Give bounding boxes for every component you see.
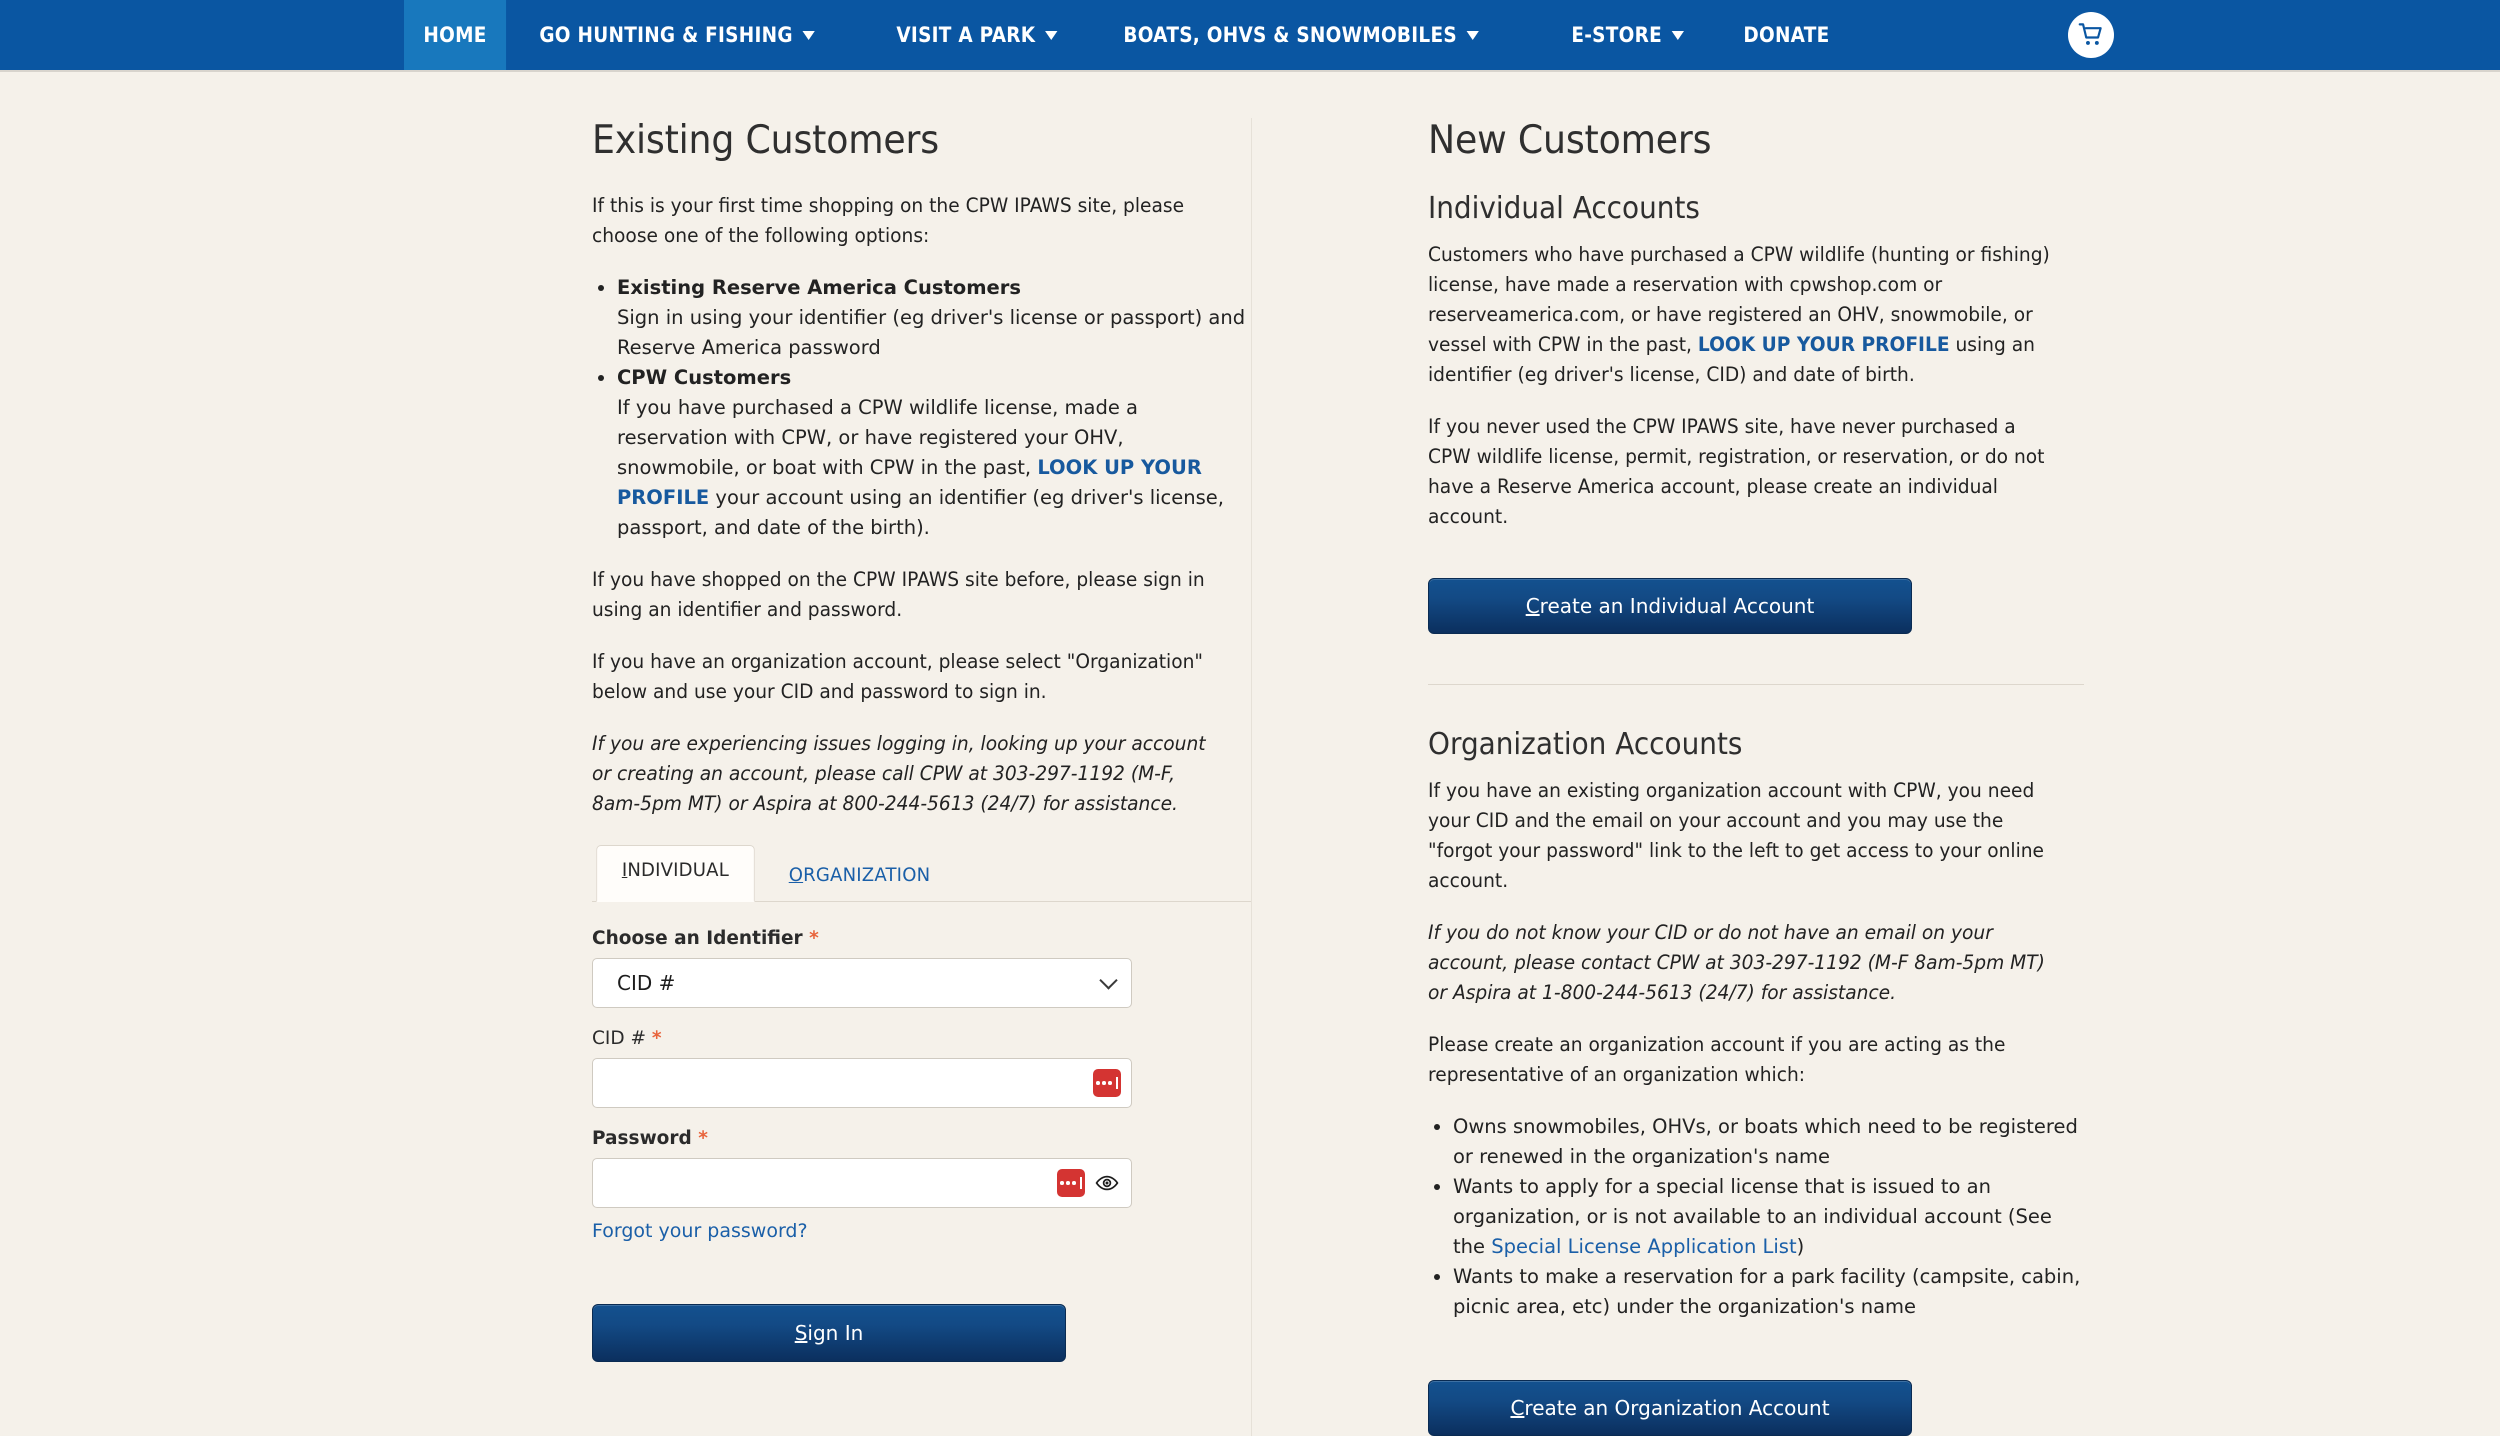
list-item [617,273,1251,363]
nav-item-go-hunting-fishing[interactable] [520,0,834,70]
eye-icon [1095,1171,1119,1195]
tab-individual[interactable] [596,845,754,902]
nav-item-boats-ohvs-snowmobiles-label: BOATS, OHVS & SNOWMOBILES [1123,23,1457,47]
existing-customers-column [592,118,1252,1436]
bullet-desc-after: your account using an identifier (eg driver's license, passport, and date of the birth). [617,486,1224,539]
password-input[interactable] [593,1159,1131,1207]
existing-support-paragraph: If you are experiencing issues logging in, looking up your account or creating an account, please call CPW at 303-297-1192 (M-F, 8am-5pm MT) or Aspira at 800-244-5613 (24/7) for assistance. [592,732,1206,815]
tab-individual-label: NDIVIDUAL [627,859,729,881]
new-customers-title: New Customers [1428,118,1712,163]
chevron-down-icon [1672,31,1684,40]
sign-in-label: ign In [807,1321,864,1345]
cid-label [592,1028,1030,1049]
create-individual-accesskey: C [1525,594,1540,618]
bullet-desc: Sign in using your identifier (eg driver's license or passport) and Reserve America password [617,306,1246,359]
signin-form [592,902,1030,1362]
list-item [617,363,1251,543]
special-license-application-list-link[interactable]: Special License Application List [1491,1235,1797,1258]
reveal-password-button[interactable] [1093,1169,1121,1197]
new-customers-column [1428,118,2088,1436]
password-field-group [592,1128,1030,1242]
cid-input[interactable] [593,1059,1131,1107]
cid-input-shell [592,1058,1132,1108]
individual-para1-before: Customers who have purchased a CPW wildlife (hunting or fishing) license, have made a reservation with cpwshop.com or reserveamerica.com, or have registered an OHV, snowmobile, or vessel with CPW in the past, [1428,243,2050,356]
password-manager-glyph [1096,1077,1118,1089]
bullet-lead: • Existing Reserve America Customers [617,276,1021,299]
spacer [1428,1344,2088,1380]
identifier-select-shell [592,958,1132,1008]
bullet-text-after: ) [1796,1235,1805,1258]
existing-shopped-paragraph: If you have shopped on the CPW IPAWS site before, please sign in using an identifier and password. [592,568,1205,621]
bullet-text: Owns snowmobiles, OHVs, or boats which need to be registered or renewed in the organization's name [1453,1115,2078,1168]
tab-organization-accesskey: O [788,864,803,886]
bullet-desc [617,393,1251,543]
forgot-password-link[interactable]: Forgot your password? [592,1220,808,1242]
sign-in-accesskey: S [794,1321,808,1345]
list-item [1453,1262,2088,1322]
password-manager-glyph [1060,1177,1082,1189]
password-label [592,1128,1030,1149]
shopping-cart-icon [2078,22,2104,48]
nav-item-donate-label: DONATE [1743,23,1830,47]
two-column-layout [592,118,2500,1436]
organization-accounts-paragraph-3: Please create an organization account if you are acting as the representative of an organization which: [1428,1033,2006,1086]
nav-menu [404,0,1866,70]
nav-left-spacer [0,0,404,70]
section-divider [1428,684,2084,685]
signin-tab-bar [592,845,1251,902]
tab-organization-label: RGANIZATION [802,864,931,886]
nav-item-visit-a-park[interactable] [877,0,1077,70]
cid-label-text: CID # [592,1028,647,1049]
existing-customers-title: Existing Customers [592,118,939,163]
password-manager-icon[interactable] [1093,1069,1121,1097]
existing-customers-bullet-list [592,273,1251,543]
organization-accounts-bullet-list [1428,1112,2088,1322]
spacer [1428,554,2088,578]
bullet-text-before: Wants to apply for a special license that is issued to an organization, or is not available to an individual account (See the [1453,1175,2052,1258]
top-navigation-bar [0,0,2500,72]
create-individual-account-button[interactable] [1428,578,1912,634]
chevron-down-icon [1466,31,1478,40]
organization-accounts-heading: Organization Accounts [1428,727,1743,762]
required-asterisk: * [698,1128,708,1149]
required-asterisk: * [809,928,819,949]
tab-organization[interactable] [764,851,955,901]
bullet-lead: • CPW Customers [617,366,792,389]
organization-accounts-paragraph-1: If you have an existing organization account with CPW, you need your CID and the email on your account and you may use the "forgot your password" link to the left to get access to your online account. [1428,779,2045,892]
identifier-label [592,928,1030,949]
individual-accounts-paragraph-1 [1428,240,2058,390]
organization-accounts-support-paragraph: If you do not know your CID or do not have an email on your account, please contact CPW at 303-297-1192 (M-F 8am-5pm MT) or Aspira at 1-800-244-5613 (24/7) for assistance. [1428,921,2045,1004]
existing-organization-paragraph: If you have an organization account, please select "Organization" below and use your CID and password to sign in. [592,650,1203,703]
tab-individual-accesskey: I [621,859,628,881]
list-item [1453,1172,2088,1262]
nav-item-e-store[interactable] [1552,0,1703,70]
required-asterisk: * [651,1028,662,1049]
nav-item-home[interactable] [404,0,506,70]
password-input-shell [592,1158,1132,1208]
identifier-label-text: Choose an Identifier [592,928,803,949]
nav-item-visit-a-park-label: VISIT A PARK [896,23,1036,47]
nav-item-boats-ohvs-snowmobiles[interactable] [1104,0,1498,70]
chevron-down-icon [1045,31,1057,40]
individual-accounts-heading: Individual Accounts [1428,191,1700,226]
page-body [0,72,2500,1436]
list-item [1453,1112,2088,1172]
create-organization-label: reate an Organization Account [1524,1396,1830,1420]
nav-item-go-hunting-fishing-label: GO HUNTING & FISHING [539,23,793,47]
chevron-down-icon [802,31,814,40]
identifier-field-group [592,928,1030,1008]
bullet-desc-before: If you have purchased a CPW wildlife license, made a reservation with CPW, or have registered your OHV, snowmobile, or boat with CPW in the past, [617,396,1138,479]
existing-customers-intro: If this is your first time shopping on the CPW IPAWS site, please choose one of the following options: [592,194,1185,247]
sign-in-button[interactable] [592,1304,1066,1362]
create-individual-label: reate an Individual Account [1539,594,1815,618]
nav-item-e-store-label: E-STORE [1571,23,1662,47]
cart-button[interactable] [2068,12,2114,58]
password-manager-icon[interactable] [1057,1169,1085,1197]
look-up-your-profile-link[interactable]: LOOK UP YOUR PROFILE [617,456,1202,509]
identifier-select[interactable] [593,959,1131,1007]
nav-item-home-label: HOME [423,23,487,47]
bullet-text: Wants to make a reservation for a park facility (campsite, cabin, picnic area, etc) under the organization's name [1453,1265,2081,1318]
create-organization-account-button[interactable] [1428,1380,1912,1436]
cid-field-group [592,1028,1030,1108]
create-organization-accesskey: C [1510,1396,1525,1420]
individual-para1-after: using an identifier (eg driver's license, CID) and date of birth. [1428,333,2035,386]
nav-item-donate[interactable] [1724,0,1849,70]
look-up-your-profile-link[interactable]: LOOK UP YOUR PROFILE [1697,333,1950,356]
password-label-text: Password [592,1128,692,1149]
individual-accounts-paragraph-2: If you never used the CPW IPAWS site, have never purchased a CPW wildlife license, permit, registration, or reservation, or do not have a Reserve America account, please create an individual account. [1428,415,2045,528]
